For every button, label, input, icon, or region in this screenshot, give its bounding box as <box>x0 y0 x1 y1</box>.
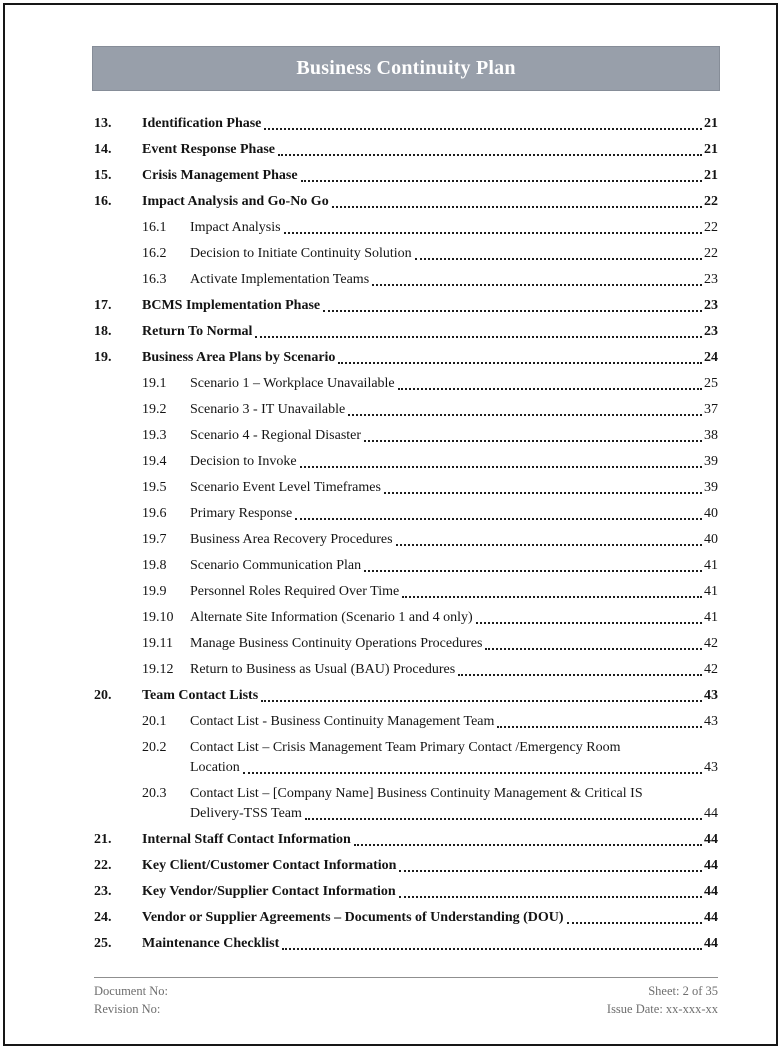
toc-entry-number: 19.11 <box>142 636 173 651</box>
toc-entry-number: 13. <box>94 116 112 131</box>
toc-entry[interactable] <box>94 712 718 732</box>
toc-entry-body <box>190 582 718 602</box>
toc-entry-line <box>142 140 718 160</box>
footer-issue-date: Issue Date: xx-xxx-xx <box>606 1002 718 1016</box>
document-page <box>3 3 778 1046</box>
dotted-leader <box>348 414 702 416</box>
toc-entry[interactable] <box>94 504 718 524</box>
dotted-leader <box>305 818 702 820</box>
dotted-leader <box>323 310 702 312</box>
toc-entry[interactable] <box>94 660 718 680</box>
toc-entry-body <box>190 660 718 680</box>
toc-entry-body <box>142 830 718 850</box>
toc-entry[interactable] <box>94 452 718 472</box>
toc-entry-body <box>190 738 718 778</box>
toc-entry-line <box>190 452 718 472</box>
toc-entry[interactable] <box>94 244 718 264</box>
toc-entry[interactable] <box>94 218 718 238</box>
toc-entry-title: Contact List - Business Continuity Management Team <box>190 714 495 729</box>
toc-entry-title: Impact Analysis <box>190 220 281 235</box>
toc-entry-line <box>142 348 718 368</box>
toc-entry[interactable] <box>94 856 718 876</box>
toc-page-number: 24 <box>704 350 718 365</box>
toc-entry-title: Key Vendor/Supplier Contact Information <box>142 884 396 899</box>
dotted-leader <box>255 336 702 338</box>
toc-entry-body <box>190 270 718 290</box>
footer-left-block <box>94 982 168 1018</box>
toc-page-number: 42 <box>704 636 718 651</box>
toc-entry-number: 19.12 <box>142 662 174 677</box>
toc-entry-number: 19.6 <box>142 506 167 521</box>
toc-entry-number: 24. <box>94 910 112 925</box>
dotted-leader <box>261 700 702 702</box>
toc-page-number: 22 <box>704 194 718 209</box>
toc-entry-title: Decision to Initiate Continuity Solution <box>190 246 412 261</box>
dotted-leader <box>338 362 702 364</box>
toc-page-number: 21 <box>704 142 718 157</box>
toc-page-number: 44 <box>704 806 718 821</box>
toc-entry-number: 19.9 <box>142 584 167 599</box>
toc-entry-line <box>190 758 718 778</box>
dotted-leader <box>399 896 702 898</box>
toc-entry-body <box>190 452 718 472</box>
toc-entry-number: 19.1 <box>142 376 167 391</box>
toc-entry-title: Contact List – Crisis Management Team Primary Contact /Emergency Room <box>190 740 621 755</box>
toc-entry-title: Scenario 1 – Workplace Unavailable <box>190 376 395 391</box>
toc-entry-number: 19.10 <box>142 610 174 625</box>
toc-entry[interactable] <box>94 530 718 550</box>
toc-entry-title: Activate Implementation Teams <box>190 272 370 287</box>
toc-page-number: 22 <box>704 246 718 261</box>
toc-entry[interactable] <box>94 634 718 654</box>
toc-entry-body <box>190 426 718 446</box>
toc-entry-line <box>190 712 718 732</box>
toc-entry[interactable] <box>94 830 718 850</box>
toc-page-number: 43 <box>704 714 718 729</box>
toc-entry-title: Impact Analysis and Go-No Go <box>142 194 329 209</box>
toc-entry[interactable] <box>94 882 718 902</box>
toc-entry-number: 19.3 <box>142 428 167 443</box>
toc-entry-number: 17. <box>94 298 112 313</box>
toc-page-number: 44 <box>704 832 718 847</box>
toc-entry-line <box>190 270 718 290</box>
toc-page-number: 43 <box>704 760 718 775</box>
toc-page-number: 25 <box>704 376 718 391</box>
dotted-leader <box>301 180 702 182</box>
toc-page-number: 23 <box>704 324 718 339</box>
toc-entry[interactable] <box>94 934 718 954</box>
toc-entry-number: 16. <box>94 194 112 209</box>
dotted-leader <box>497 726 702 728</box>
dotted-leader <box>384 492 702 494</box>
toc-entry-title: Identification Phase <box>142 116 262 131</box>
toc-entry-line <box>190 608 718 628</box>
toc-entry-line <box>190 660 718 680</box>
dotted-leader <box>476 622 702 624</box>
toc-entry-body <box>142 322 718 342</box>
page-footer <box>94 977 718 1018</box>
toc-entry-line <box>190 218 718 238</box>
toc-entry-title: BCMS Implementation Phase <box>142 298 321 313</box>
toc-entry-title: Contact List – [Company Name] Business Continuity Management & Critical IS <box>190 786 643 801</box>
toc-page-number: 41 <box>704 558 718 573</box>
toc-entry-body <box>142 686 718 706</box>
toc-entry-number: 19. <box>94 350 112 365</box>
toc-entry[interactable] <box>94 192 718 212</box>
dotted-leader <box>396 544 702 546</box>
toc-entry-body <box>190 634 718 654</box>
toc-entry-title: Scenario 4 - Regional Disaster <box>190 428 362 443</box>
dotted-leader <box>372 284 702 286</box>
footer-sheet: Sheet: 2 of 35 <box>648 984 718 998</box>
toc-entry-body <box>190 712 718 732</box>
dotted-leader <box>364 440 702 442</box>
toc-entry-body <box>142 882 718 902</box>
toc-entry-line <box>142 830 718 850</box>
toc-entry-body <box>142 114 718 134</box>
toc-entry[interactable] <box>94 478 718 498</box>
toc-entry-line <box>190 530 718 550</box>
toc-entry-body <box>190 504 718 524</box>
toc-entry-line <box>142 322 718 342</box>
toc-entry[interactable] <box>94 400 718 420</box>
toc-entry-body <box>190 478 718 498</box>
toc-entry-number: 19.4 <box>142 454 167 469</box>
toc-entry-line <box>190 556 718 576</box>
toc-entry-title: Location <box>190 760 240 775</box>
toc-entry-number: 20. <box>94 688 112 703</box>
toc-entry[interactable] <box>94 908 718 928</box>
toc-entry[interactable] <box>94 322 718 342</box>
toc-entry-title: Internal Staff Contact Information <box>142 832 351 847</box>
dotted-leader <box>399 870 702 872</box>
dotted-leader <box>264 128 702 130</box>
toc-entry-title: Decision to Invoke <box>190 454 297 469</box>
toc-entry-title: Scenario 3 - IT Unavailable <box>190 402 346 417</box>
toc-page-number: 41 <box>704 584 718 599</box>
toc-entry[interactable] <box>94 608 718 628</box>
toc-page-number: 21 <box>704 168 718 183</box>
toc-entry-line <box>142 166 718 186</box>
toc-entry-body <box>190 244 718 264</box>
toc-entry-number: 19.7 <box>142 532 167 547</box>
toc-entry-title: Business Area Plans by Scenario <box>142 350 336 365</box>
footer-revision-no: Revision No: <box>94 1002 161 1016</box>
toc-entry-number: 22. <box>94 858 112 873</box>
toc-entry-number: 19.5 <box>142 480 167 495</box>
toc-entry-number: 15. <box>94 168 112 183</box>
toc-entry-line <box>142 856 718 876</box>
table-of-contents <box>94 114 718 960</box>
toc-entry-line <box>142 686 718 706</box>
toc-entry-number: 19.2 <box>142 402 167 417</box>
toc-entry-number: 20.2 <box>142 740 167 755</box>
toc-entry-line <box>190 634 718 654</box>
dotted-leader <box>300 466 702 468</box>
toc-entry-line <box>190 244 718 264</box>
toc-entry-title: Business Area Recovery Procedures <box>190 532 393 547</box>
toc-page-number: 42 <box>704 662 718 677</box>
toc-entry-line <box>142 114 718 134</box>
dotted-leader <box>415 258 702 260</box>
toc-entry[interactable] <box>94 114 718 134</box>
toc-page-number: 44 <box>704 858 718 873</box>
toc-entry-title: Scenario Communication Plan <box>190 558 362 573</box>
toc-page-number: 23 <box>704 272 718 287</box>
toc-entry-title: Event Response Phase <box>142 142 276 157</box>
toc-entry[interactable] <box>94 374 718 394</box>
toc-page-number: 40 <box>704 506 718 521</box>
toc-entry[interactable] <box>94 166 718 186</box>
toc-entry-title: Delivery-TSS Team <box>190 806 302 821</box>
footer-right-block <box>607 982 718 1018</box>
toc-page-number: 44 <box>704 910 718 925</box>
toc-entry-body <box>190 556 718 576</box>
toc-entry-number: 14. <box>94 142 112 157</box>
toc-entry-body <box>190 374 718 394</box>
dotted-leader <box>282 948 702 950</box>
dotted-leader <box>567 922 702 924</box>
toc-entry-line <box>142 192 718 212</box>
dotted-leader <box>278 154 702 156</box>
toc-entry[interactable] <box>94 348 718 368</box>
toc-page-number: 44 <box>704 936 718 951</box>
toc-entry-title: Team Contact Lists <box>142 688 259 703</box>
dotted-leader <box>458 674 702 676</box>
toc-entry-line <box>190 804 718 824</box>
toc-entry[interactable] <box>94 582 718 602</box>
dotted-leader <box>332 206 702 208</box>
toc-entry-title: Return to Business as Usual (BAU) Procedures <box>190 662 456 677</box>
toc-entry-body <box>190 400 718 420</box>
toc-entry-title: Primary Response <box>190 506 293 521</box>
toc-page-number: 38 <box>704 428 718 443</box>
toc-page-number: 22 <box>704 220 718 235</box>
dotted-leader <box>485 648 702 650</box>
dotted-leader <box>243 772 702 774</box>
page-title: Business Continuity Plan <box>296 57 516 79</box>
toc-entry-number: 18. <box>94 324 112 339</box>
toc-entry[interactable] <box>94 556 718 576</box>
toc-entry[interactable] <box>94 270 718 290</box>
document-title-banner <box>92 46 720 91</box>
toc-entry-title: Vendor or Supplier Agreements – Documents of Understanding (DOU) <box>142 910 564 925</box>
toc-entry-body <box>142 856 718 876</box>
toc-entry-body <box>142 140 718 160</box>
toc-entry-body <box>142 934 718 954</box>
toc-entry-line <box>190 582 718 602</box>
toc-entry-line <box>142 882 718 902</box>
toc-entry[interactable] <box>94 296 718 316</box>
toc-entry-line <box>190 374 718 394</box>
toc-entry-number: 16.1 <box>142 220 167 235</box>
toc-entry-line <box>142 296 718 316</box>
dotted-leader <box>295 518 702 520</box>
toc-page-number: 37 <box>704 402 718 417</box>
toc-entry-number: 20.3 <box>142 786 167 801</box>
dotted-leader <box>364 570 702 572</box>
toc-entry-title: Manage Business Continuity Operations Procedures <box>190 636 483 651</box>
toc-entry-line <box>190 478 718 498</box>
toc-entry-body <box>190 530 718 550</box>
toc-entry-title: Crisis Management Phase <box>142 168 298 183</box>
toc-entry-body <box>142 166 718 186</box>
toc-entry-line <box>190 504 718 524</box>
toc-page-number: 39 <box>704 480 718 495</box>
toc-entry[interactable] <box>94 686 718 706</box>
dotted-leader <box>398 388 702 390</box>
toc-entry-number: 16.2 <box>142 246 167 261</box>
toc-entry-body <box>142 296 718 316</box>
toc-entry-body <box>142 908 718 928</box>
toc-entry-number: 20.1 <box>142 714 167 729</box>
toc-entry-number: 16.3 <box>142 272 167 287</box>
toc-entry-line <box>142 934 718 954</box>
toc-page-number: 39 <box>704 454 718 469</box>
toc-entry[interactable] <box>94 426 718 446</box>
toc-page-number: 43 <box>704 688 718 703</box>
toc-entry-body <box>142 192 718 212</box>
toc-entry-line <box>142 908 718 928</box>
toc-entry-line <box>190 426 718 446</box>
toc-entry-body <box>190 608 718 628</box>
toc-entry-body <box>190 218 718 238</box>
toc-entry-title: Return To Normal <box>142 324 253 339</box>
toc-entry[interactable] <box>94 784 718 824</box>
dotted-leader <box>402 596 702 598</box>
footer-document-no: Document No: <box>94 984 168 998</box>
toc-entry-title: Personnel Roles Required Over Time <box>190 584 400 599</box>
toc-entry[interactable] <box>94 140 718 160</box>
toc-entry-body <box>142 348 718 368</box>
toc-entry-number: 25. <box>94 936 112 951</box>
toc-page-number: 23 <box>704 298 718 313</box>
toc-entry[interactable] <box>94 738 718 778</box>
dotted-leader <box>284 232 702 234</box>
toc-page-number: 41 <box>704 610 718 625</box>
toc-entry-number: 19.8 <box>142 558 167 573</box>
toc-page-number: 44 <box>704 884 718 899</box>
toc-entry-line <box>190 400 718 420</box>
toc-page-number: 40 <box>704 532 718 547</box>
toc-entry-body <box>190 784 718 824</box>
toc-entry-title: Alternate Site Information (Scenario 1 and 4 only) <box>190 610 473 625</box>
toc-entry-number: 23. <box>94 884 112 899</box>
toc-entry-title: Maintenance Checklist <box>142 936 280 951</box>
toc-entry-number: 21. <box>94 832 112 847</box>
dotted-leader <box>354 844 702 846</box>
toc-entry-title: Scenario Event Level Timeframes <box>190 480 381 495</box>
toc-page-number: 21 <box>704 116 718 131</box>
toc-entry-title: Key Client/Customer Contact Information <box>142 858 397 873</box>
